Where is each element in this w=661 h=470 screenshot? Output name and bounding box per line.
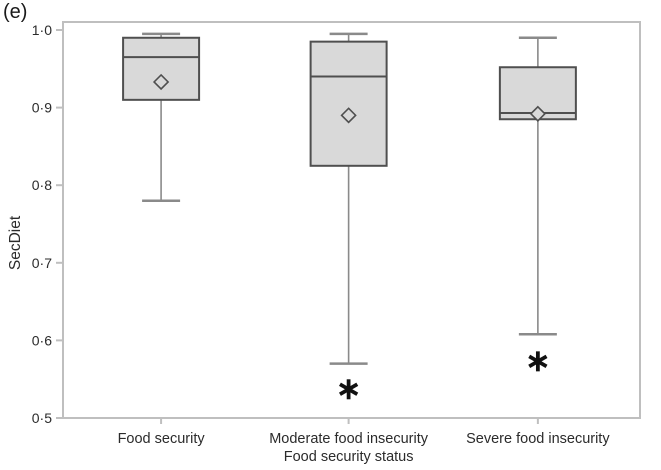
boxplot-group <box>311 34 387 399</box>
outlier-asterisk-marker <box>529 351 546 371</box>
x-tick-label: Food security <box>117 431 205 447</box>
y-tick-label: 1·0 <box>31 22 52 38</box>
y-tick-label: 0·8 <box>31 177 52 194</box>
x-tick-label: Severe food insecurity <box>466 431 610 447</box>
boxplot-box <box>123 38 199 100</box>
x-axis-label: Food security status <box>283 449 414 465</box>
y-tick-label: 0·7 <box>31 254 52 271</box>
outlier-asterisk-marker <box>340 379 357 399</box>
boxplot-group <box>123 34 199 201</box>
y-axis-label: SecDiet <box>7 215 24 271</box>
x-tick-label: Moderate food insecurity <box>269 431 429 447</box>
boxplot-group <box>500 38 576 372</box>
boxplot-box <box>311 42 387 166</box>
y-tick-label: 0·6 <box>31 332 52 349</box>
y-tick-label: 0·5 <box>31 410 52 426</box>
y-tick-label: 0·9 <box>31 99 52 116</box>
panel-label: (e) <box>3 1 28 23</box>
